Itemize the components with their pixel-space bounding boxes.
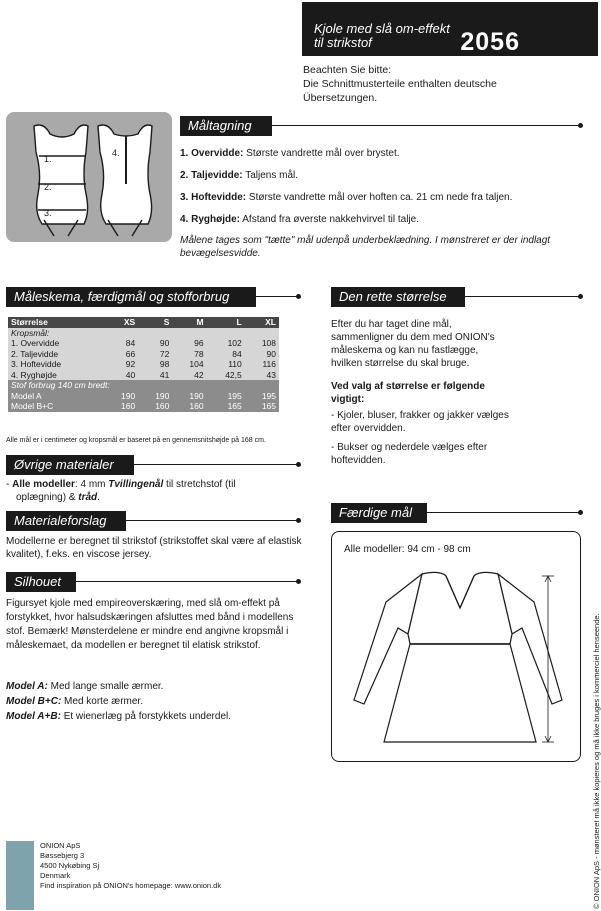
- list-item: - Kjoler, bluser, frakker og jakker vælges efter overvidden.: [331, 410, 509, 434]
- list-item: Model A+B: Et wienerlæg på forstykkets underdel.: [6, 711, 232, 722]
- footer-accent: [6, 841, 34, 910]
- table-row: 3. Hoftevidde 92 98 104 110 116: [8, 359, 279, 370]
- dress-drawing: [350, 562, 570, 754]
- materials-rule: [126, 464, 298, 465]
- fabric-suggestion-text: Modellerne er beregnet til strikstof (strikstoffet skal være af elastisk kvalitet), f.eks. en viscose jersey.: [6, 536, 302, 560]
- size-chart-rule-dot: [296, 294, 301, 299]
- finished-heading: Færdige mål: [331, 503, 427, 523]
- list-item: - Bukser og nederdele vælges efter hoftevidden.: [331, 442, 488, 466]
- right-size-rule: [457, 296, 580, 297]
- footer-address: ONION ApS Bøssebjerg 3 4500 Nykøbing Sj Denmark Find inspiration på ONION's homepage: www.onion.dk: [40, 841, 222, 890]
- body-measurement-figure: [6, 112, 172, 242]
- right-size-bullets: [331, 409, 511, 467]
- measurement-item: 1. Overvidde: Største vandrette mål over brystet.: [180, 148, 400, 159]
- figure-label-4: 4.: [112, 148, 120, 158]
- silhouette-heading: Silhouet: [6, 572, 76, 592]
- size-chart-heading: Måleskema, færdigmål og stofforbrug: [6, 287, 256, 307]
- materials-text: - Alle modeller: 4 mm Tvillingenål til stretchstof (til oplægning) & tråd.: [6, 479, 236, 503]
- measurement-note: Målene tages som "tætte" mål udenpå underbeklædning. I mønstreret er der indlagt bevægelsesvidde.: [180, 235, 551, 259]
- table-row: 2. Taljevidde 66 72 78 84 90: [8, 349, 279, 360]
- right-size-rule-dot: [578, 294, 583, 299]
- size-table: [8, 317, 279, 412]
- silhouette-rule-dot: [296, 579, 301, 584]
- measurement-item: 2. Taljevidde: Taljens mål.: [180, 170, 299, 181]
- measuring-rule-dot: [578, 123, 583, 128]
- model-list: [6, 679, 306, 724]
- fabric-suggestion-heading: Materialeforslag: [6, 511, 126, 531]
- materials-heading: Øvrige materialer: [6, 455, 134, 475]
- figure-label-3: 3.: [44, 208, 52, 218]
- finished-rule: [419, 512, 580, 513]
- fabric-suggestion-rule-dot: [296, 518, 301, 523]
- copyright-text: © ONION ApS - mønsteret må ikke kopieres og må ikke bruges i kommerciel henseende.: [592, 613, 601, 909]
- translation-note: Beachten Sie bitte: Die Schnittmusterteile enthalten deutsche Übersetzungen.: [303, 64, 497, 104]
- finished-rule-dot: [578, 510, 583, 515]
- figure-label-1: 1.: [44, 154, 52, 164]
- list-item: Model A: Med lange smalle ærmer.: [6, 681, 164, 692]
- finished-box: [331, 531, 581, 762]
- size-table-header: Størrelse XS S M L XL: [8, 317, 279, 328]
- measuring-heading: Måltagning: [180, 116, 272, 136]
- table-row: 1. Overvidde 84 90 96 102 108: [8, 338, 279, 349]
- size-table-body-label: Kropsmål:: [8, 328, 279, 339]
- measurement-list: [180, 143, 580, 260]
- measurement-item: 3. Hoftevidde: Største vandrette mål over hoften ca. 21 cm nede fra taljen.: [180, 192, 513, 203]
- materials-rule-dot: [296, 462, 301, 467]
- right-size-intro: Efter du har taget dine mål, sammenligner du dem med ONION's måleskema og kan nu fastlægge, hvilken størrelse du skal bruge.: [331, 319, 495, 369]
- table-row: 4. Ryghøjde 40 41 42 42,5 43: [8, 370, 279, 381]
- measuring-rule: [264, 125, 580, 126]
- fabric-suggestion-rule: [118, 520, 298, 521]
- size-chart-rule: [248, 296, 298, 297]
- measurement-item: 4. Ryghøjde: Afstand fra øverste nakkehvirvel til talje.: [180, 214, 419, 225]
- pattern-title: Kjole med slå om-effekt til strikstof: [314, 21, 450, 50]
- table-row: Model A 190 190 190 195 195: [8, 391, 279, 402]
- figure-label-2: 2.: [44, 182, 52, 192]
- silhouette-text: Figursyet kjole med empireoverskæring, med slå om-effekt på forstykket, hvor halsudskæringen afsluttes med bånd i modellens stof. Bemærk! Mønsterdelene er mindre end angivne kropsmål i måleskemaet, da modellen er beregnet til elatisk strikstof.: [6, 598, 294, 651]
- pattern-number: 2056: [460, 28, 520, 56]
- header-box: [302, 2, 598, 56]
- list-item: Model B+C: Med korte ærmer.: [6, 696, 143, 707]
- size-footnote: Alle mål er i centimeter og kropsmål er baseret på en gennemsnitshøjde på 168 cm.: [6, 437, 266, 444]
- silhouette-rule: [68, 581, 298, 582]
- right-size-heading: Den rette størrelse: [331, 287, 465, 307]
- table-row: Model B+C 160 160 160 165 165: [8, 401, 279, 412]
- right-size-bold: Ved valg af størrelse er følgende vigtigt:: [331, 381, 485, 405]
- fabric-label-row: Stof forbrug 140 cm bredt:: [8, 380, 279, 391]
- finished-label: Alle modeller: 94 cm - 98 cm: [344, 544, 471, 555]
